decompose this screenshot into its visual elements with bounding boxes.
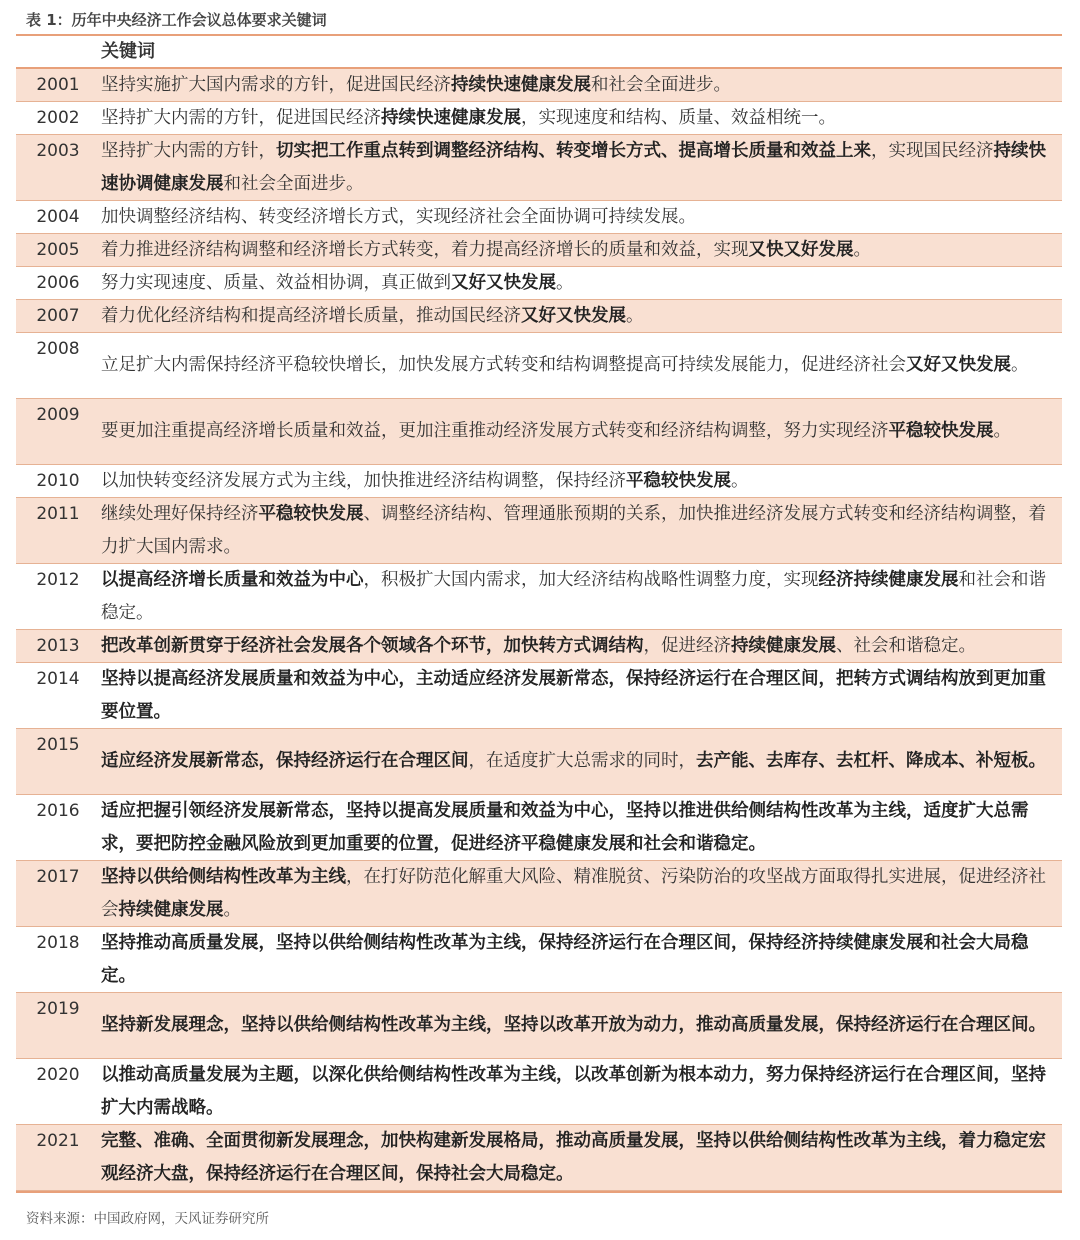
table-row <box>16 498 1062 564</box>
table-row <box>16 1059 1062 1125</box>
keyword-text: 要更加注重提高经济增长质量和效益，更加注重推动经济发展方式转变和经济结构调整，努力实现经济 <box>101 421 889 441</box>
table-row <box>16 465 1062 498</box>
table-row <box>16 729 1062 795</box>
keywords-table <box>16 36 1062 1193</box>
keyword-bold-text: 把改革创新贯穿于经济社会发展各个领域各个环节，加快转方式调结构 <box>101 635 644 656</box>
row-year: 2001 <box>36 75 80 95</box>
keyword-bold-text: 适应经济发展新常态，保持经济运行在合理区间 <box>101 751 469 771</box>
table-row <box>16 630 1062 663</box>
row-year: 2019 <box>36 999 80 1019</box>
keyword-bold-text: 持续快速健康发展 <box>381 107 521 128</box>
keyword-bold-text: 又快又好发展 <box>748 239 854 260</box>
keyword-text: 着力推进经济结构调整和经济增长方式转变，着力提高经济增长的质量和效益，实现 <box>101 239 749 260</box>
row-keywords <box>100 102 1062 135</box>
table-row <box>16 663 1062 729</box>
keyword-text: 坚持扩大内需的方针， <box>101 140 276 161</box>
keyword-text: 。 <box>731 470 749 491</box>
table-row <box>16 135 1062 201</box>
row-keywords <box>100 267 1062 300</box>
keyword-bold-text: 平稳较快发展 <box>626 470 731 491</box>
keyword-bold-text: 坚持以供给侧结构性改革为主线 <box>101 866 346 887</box>
keyword-bold-text: 又好又快发展 <box>451 272 556 293</box>
keyword-text: 着力优化经济结构和提高经济增长质量，推动国民经济 <box>101 305 521 326</box>
row-keywords <box>100 201 1062 234</box>
row-year: 2020 <box>36 1065 80 1085</box>
keyword-bold-text: 坚持新发展理念，坚持以供给侧结构性改革为主线，坚持以改革开放为动力，推动高质量发展，保持经济运行在合理区间。 <box>101 1015 1046 1035</box>
table-row <box>16 102 1062 135</box>
keyword-text: ，实现速度和结构、质量、效益相统一。 <box>521 107 836 128</box>
keyword-text: ，在打好防范化解重大风险、精准脱贫、污染防治的攻坚战方面取得扎实进展，促进经济社会 <box>101 866 1046 920</box>
keyword-bold-text: 完整、准确、全面贯彻新发展理念，加快构建新发展格局，推动高质量发展，坚持以供给侧结构性改革为主线，着力稳定宏观经济大盘，保持经济运行在合理区间，保持社会大局稳定。 <box>101 1130 1046 1184</box>
row-year: 2002 <box>36 108 80 128</box>
keyword-text: 、调整经济结构、管理通胀预期的关系，加快推进经济发展方式转变和经济结构调整，着力扩大国内需求。 <box>101 503 1046 557</box>
row-keywords <box>100 564 1062 630</box>
row-year: 2016 <box>36 801 80 821</box>
row-year: 2009 <box>36 405 80 425</box>
row-keywords <box>100 135 1062 201</box>
table-header-row <box>16 36 1062 69</box>
keyword-text: 。 <box>626 305 644 326</box>
row-keywords <box>100 300 1062 333</box>
keyword-text: 和社会全面进步。 <box>223 173 364 194</box>
table-row <box>16 201 1062 234</box>
keyword-bold-text: 适应把握引领经济发展新常态，坚持以提高发展质量和效益为中心，坚持以推进供给侧结构性改革为主线，适度扩大总需求，要把防控金融风险放到更加重要的位置，促进经济平稳健康发展和社会和谐稳定。 <box>101 800 1029 854</box>
row-year: 2018 <box>36 933 80 953</box>
row-year: 2010 <box>36 471 80 491</box>
row-year: 2017 <box>36 867 80 887</box>
row-keywords <box>100 745 1062 778</box>
keyword-bold-text: 坚持以提高经济发展质量和效益为中心，主动适应经济发展新常态，保持经济运行在合理区间，把转方式调结构放到更加重要位置。 <box>101 668 1046 722</box>
row-keywords <box>100 1059 1062 1125</box>
row-year: 2008 <box>36 339 80 359</box>
row-keywords <box>100 861 1062 927</box>
table-row <box>16 234 1062 267</box>
keyword-text: 努力实现速度、质量、效益相协调，真正做到 <box>101 272 451 293</box>
keyword-text: 坚持实施扩大国内需求的方针，促进国民经济 <box>101 74 451 95</box>
row-year: 2014 <box>36 669 80 689</box>
row-keywords <box>100 465 1062 498</box>
keyword-text: 继续处理好保持经济 <box>101 503 259 524</box>
keyword-text: 。 <box>993 421 1011 441</box>
row-keywords <box>100 234 1062 267</box>
row-keywords <box>100 69 1062 102</box>
keyword-text: 。 <box>853 239 871 260</box>
keyword-bold-text: 又好又快发展 <box>906 355 1011 375</box>
keyword-text: ，实现国民经济 <box>871 140 994 161</box>
table-row <box>16 927 1062 993</box>
row-year: 2013 <box>36 636 80 656</box>
keyword-bold-text: 持续快速健康发展 <box>451 74 591 95</box>
row-keywords <box>100 1009 1062 1042</box>
keyword-text: 和社会全面进步。 <box>591 74 731 95</box>
keyword-bold-text: 又好又快发展 <box>521 305 626 326</box>
keyword-bold-text: 平稳较快发展 <box>888 421 994 441</box>
row-keywords <box>100 630 1062 663</box>
table-body <box>16 69 1062 1191</box>
table-row <box>16 300 1062 333</box>
table-row <box>16 1125 1062 1191</box>
table-row <box>16 564 1062 630</box>
table-row <box>16 333 1062 399</box>
row-year: 2005 <box>36 240 80 260</box>
row-year: 2011 <box>36 504 80 524</box>
row-year: 2007 <box>36 306 80 326</box>
header-keywords-cell: 关键词 <box>101 41 155 62</box>
keyword-bold-text: 去产能、去库存、去杠杆、降成本、补短板。 <box>696 751 1046 771</box>
table-row <box>16 267 1062 300</box>
row-year: 2012 <box>36 570 80 590</box>
row-keywords <box>100 349 1062 382</box>
row-year: 2006 <box>36 273 80 293</box>
keyword-bold-text: 切实把工作重点转到调整经济结构、转变增长方式、提高增长质量和效益上来 <box>276 140 871 161</box>
row-keywords <box>100 927 1062 993</box>
keyword-bold-text: 平稳较快发展 <box>258 503 364 524</box>
row-keywords <box>100 498 1062 564</box>
table-row <box>16 861 1062 927</box>
row-keywords <box>100 1125 1062 1191</box>
keyword-text: 坚持扩大内需的方针，促进国民经济 <box>101 107 381 128</box>
keyword-bold-text: 以提高经济增长质量和效益为中心 <box>101 569 364 590</box>
keyword-text: 。 <box>556 272 574 293</box>
table-row <box>16 795 1062 861</box>
row-year: 2003 <box>36 141 80 161</box>
keyword-bold-text: 经济持续健康发展 <box>818 569 959 590</box>
keyword-text: ，在适度扩大总需求的同时， <box>468 751 696 771</box>
keyword-text: 和社会和谐稳定。 <box>101 569 1046 623</box>
table-row <box>16 399 1062 465</box>
row-year: 2015 <box>36 735 80 755</box>
row-keywords <box>100 663 1062 729</box>
keyword-bold-text: 持续健康发展 <box>731 635 836 656</box>
keyword-text: 加快调整经济结构、转变经济增长方式，实现经济社会全面协调可持续发展。 <box>101 206 696 227</box>
row-keywords <box>100 795 1062 861</box>
keyword-text: 、社会和谐稳定。 <box>836 635 976 656</box>
keyword-bold-text: 以推动高质量发展为主题，以深化供给侧结构性改革为主线，以改革创新为根本动力，努力保持经济运行在合理区间，坚持扩大内需战略。 <box>101 1064 1046 1118</box>
keyword-bold-text: 坚持推动高质量发展，坚持以供给侧结构性改革为主线，保持经济运行在合理区间，保持经济持续健康发展和社会大局稳定。 <box>101 932 1029 986</box>
keyword-text: ，促进经济 <box>643 635 731 656</box>
keyword-bold-text: 持续健康发展 <box>118 899 224 920</box>
keyword-text: 。 <box>223 899 241 920</box>
keyword-bold-text: 持续快速协调健康发展 <box>101 140 1046 194</box>
source-note: 资料来源：中国政府网，天风证券研究所 <box>26 1211 269 1227</box>
keyword-text: 立足扩大内需保持经济平稳较快增长，加快发展方式转变和结构调整提高可持续发展能力，促进经济社会 <box>101 355 906 375</box>
row-year: 2004 <box>36 207 80 227</box>
table-row <box>16 69 1062 102</box>
keyword-text: ，积极扩大国内需求，加大经济结构战略性调整力度，实现 <box>363 569 819 590</box>
row-year: 2021 <box>36 1131 80 1151</box>
row-keywords <box>100 415 1062 448</box>
keyword-text: 以加快转变经济发展方式为主线，加快推进经济结构调整，保持经济 <box>101 470 626 491</box>
table-row <box>16 993 1062 1059</box>
keyword-text: 。 <box>1011 355 1029 375</box>
table-caption: 表 1：历年中央经济工作会议总体要求关键词 <box>26 11 327 29</box>
